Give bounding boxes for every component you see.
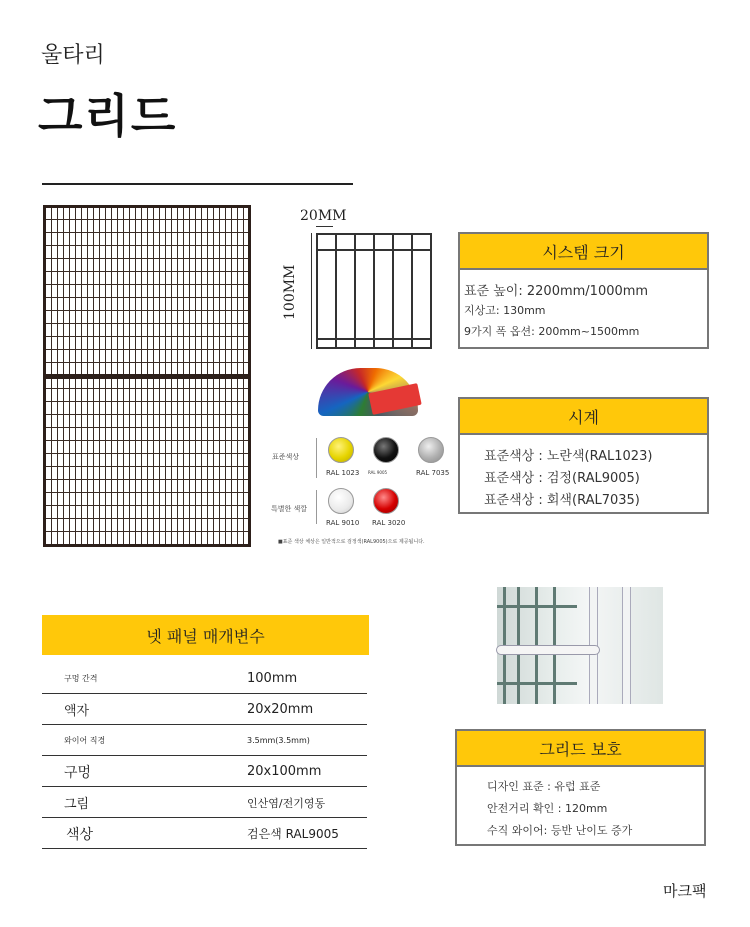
color-info-line: 표준색상 : 검정(RAL9005) [484,471,640,486]
grid-protection-line: 디자인 표준 : 유럽 표준 [487,780,601,793]
swatch-yellow [328,437,354,463]
title-divider [42,183,353,185]
net-panel-title: 넷 패널 매개변수 [42,615,369,655]
mesh-height-label: 100MM [282,264,298,320]
param-value: 20x20mm [247,702,314,717]
system-size-title: 시스템 크기 [460,234,707,270]
swatch-black [373,437,399,463]
standard-color-label: 표준색상 [272,453,300,461]
special-color-label: 특별한 색깔 [271,505,308,513]
grid-protection-line: 수직 와이어: 등반 난이도 증가 [487,824,633,837]
mesh-height-dimension-line [311,233,312,349]
color-info-line: 표준색상 : 회색(RAL7035) [484,493,640,508]
standard-divider [316,438,317,478]
param-value: 3.5mm(3.5mm) [247,736,310,745]
param-key: 구멍 간격 [64,674,98,683]
system-size-line: 9가지 폭 옵션: 200mm~1500mm [464,325,640,338]
mesh-width-label: 20MM [300,208,347,224]
param-value: 인산염/전기영동 [247,796,326,810]
swatch-label: RAL 7035 [416,469,450,477]
system-size-line: 표준 높이: 2200mm/1000mm [464,284,649,299]
fence-photo-handle [496,645,600,655]
param-value: 검은색 RAL9005 [247,827,339,841]
system-size-line: 지상고: 130mm [464,304,546,317]
color-info-box [458,397,709,514]
swatch-label: RAL 1023 [326,469,360,477]
table-row [42,756,367,787]
color-info-title: 시계 [460,399,707,435]
param-key: 구멍 [64,764,92,781]
swatch-grey [418,437,444,463]
swatch-white [328,488,354,514]
param-key: 와이어 직경 [64,736,106,745]
swatch-label: RAL 9010 [326,519,360,527]
param-value: 100mm [247,671,298,686]
grid-protection-box [455,729,706,846]
table-row [42,694,367,725]
swatch-label: RAL 3020 [372,519,406,527]
swatch-label: RAL 9005 [368,470,388,475]
table-row [42,725,367,756]
param-key: 색상 [66,826,94,843]
page-subtitle: 울타리 [41,43,105,68]
swatch-red [373,488,399,514]
brand-name: 마크팩 [663,882,707,900]
special-divider [316,490,317,524]
grid-protection-title: 그리드 보호 [457,731,704,767]
mesh-diagram-top-rail [316,249,432,251]
table-row [42,787,367,818]
table-row [42,818,367,849]
mesh-width-dimension-line [316,226,333,227]
param-key: 액자 [64,704,90,719]
param-key: 그림 [64,797,90,812]
param-value: 20x100mm [247,764,322,779]
color-info-line: 표준색상 : 노란색(RAL1023) [484,449,653,464]
color-note: ■표준 색상 체상은 일반적으로 검정색(RAL9005)으로 제공됩니다. [278,539,425,545]
system-size-box [458,232,709,349]
mesh-diagram-bottom-rail [316,338,432,340]
table-row [42,663,367,694]
grid-panel-crossbar [43,374,251,379]
page-title: 그리드 [38,89,178,143]
grid-protection-line: 안전거리 확인 : 120mm [487,802,608,815]
